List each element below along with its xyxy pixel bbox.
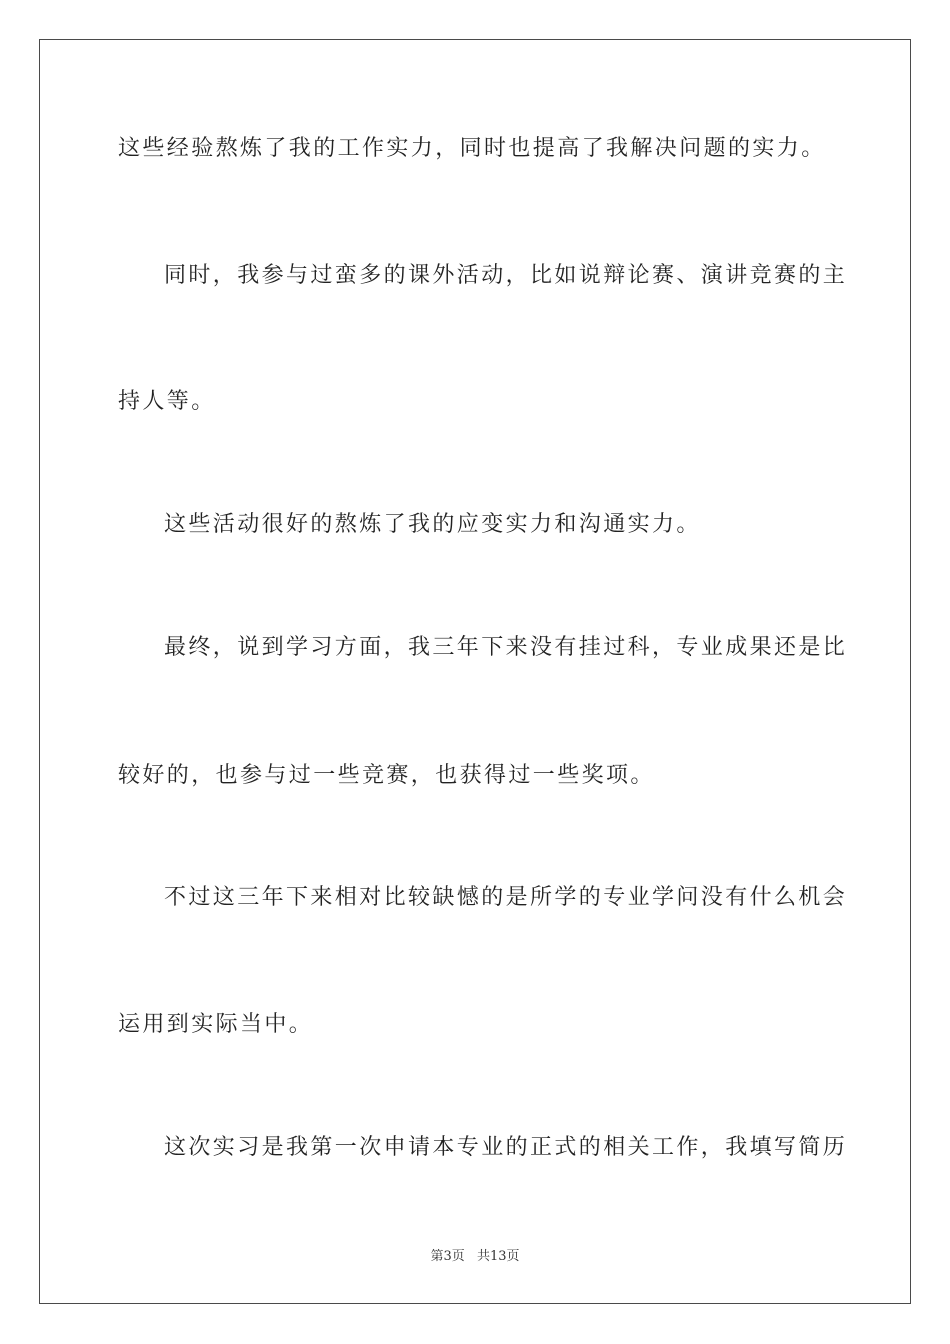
- page-footer: [0, 1248, 950, 1266]
- text-line-4: 这些活动很好的熬炼了我的应变实力和沟通实力。: [164, 512, 701, 537]
- text-line-7: 不过这三年下来相对比较缺憾的是所学的专业学问没有什么机会: [164, 885, 848, 910]
- text-line-8: 运用到实际当中。: [118, 1012, 314, 1037]
- page-number: 第3页: [430, 1249, 465, 1264]
- text-line-6: 较好的，也参与过一些竞赛，也获得过一些奖项。: [118, 763, 655, 788]
- text-line-5: 最终，说到学习方面，我三年下来没有挂过科，专业成果还是比: [164, 635, 848, 660]
- text-line-2: 同时，我参与过蛮多的课外活动，比如说辩论赛、演讲竞赛的主: [164, 263, 848, 288]
- text-line-3: 持人等。: [118, 389, 216, 414]
- page-border: [39, 39, 911, 1304]
- text-line-1: 这些经验熬炼了我的工作实力，同时也提高了我解决问题的实力。: [118, 136, 826, 161]
- text-line-9: 这次实习是我第一次申请本专业的正式的相关工作，我填写简历: [164, 1135, 848, 1160]
- page-total: 共13页: [476, 1249, 520, 1264]
